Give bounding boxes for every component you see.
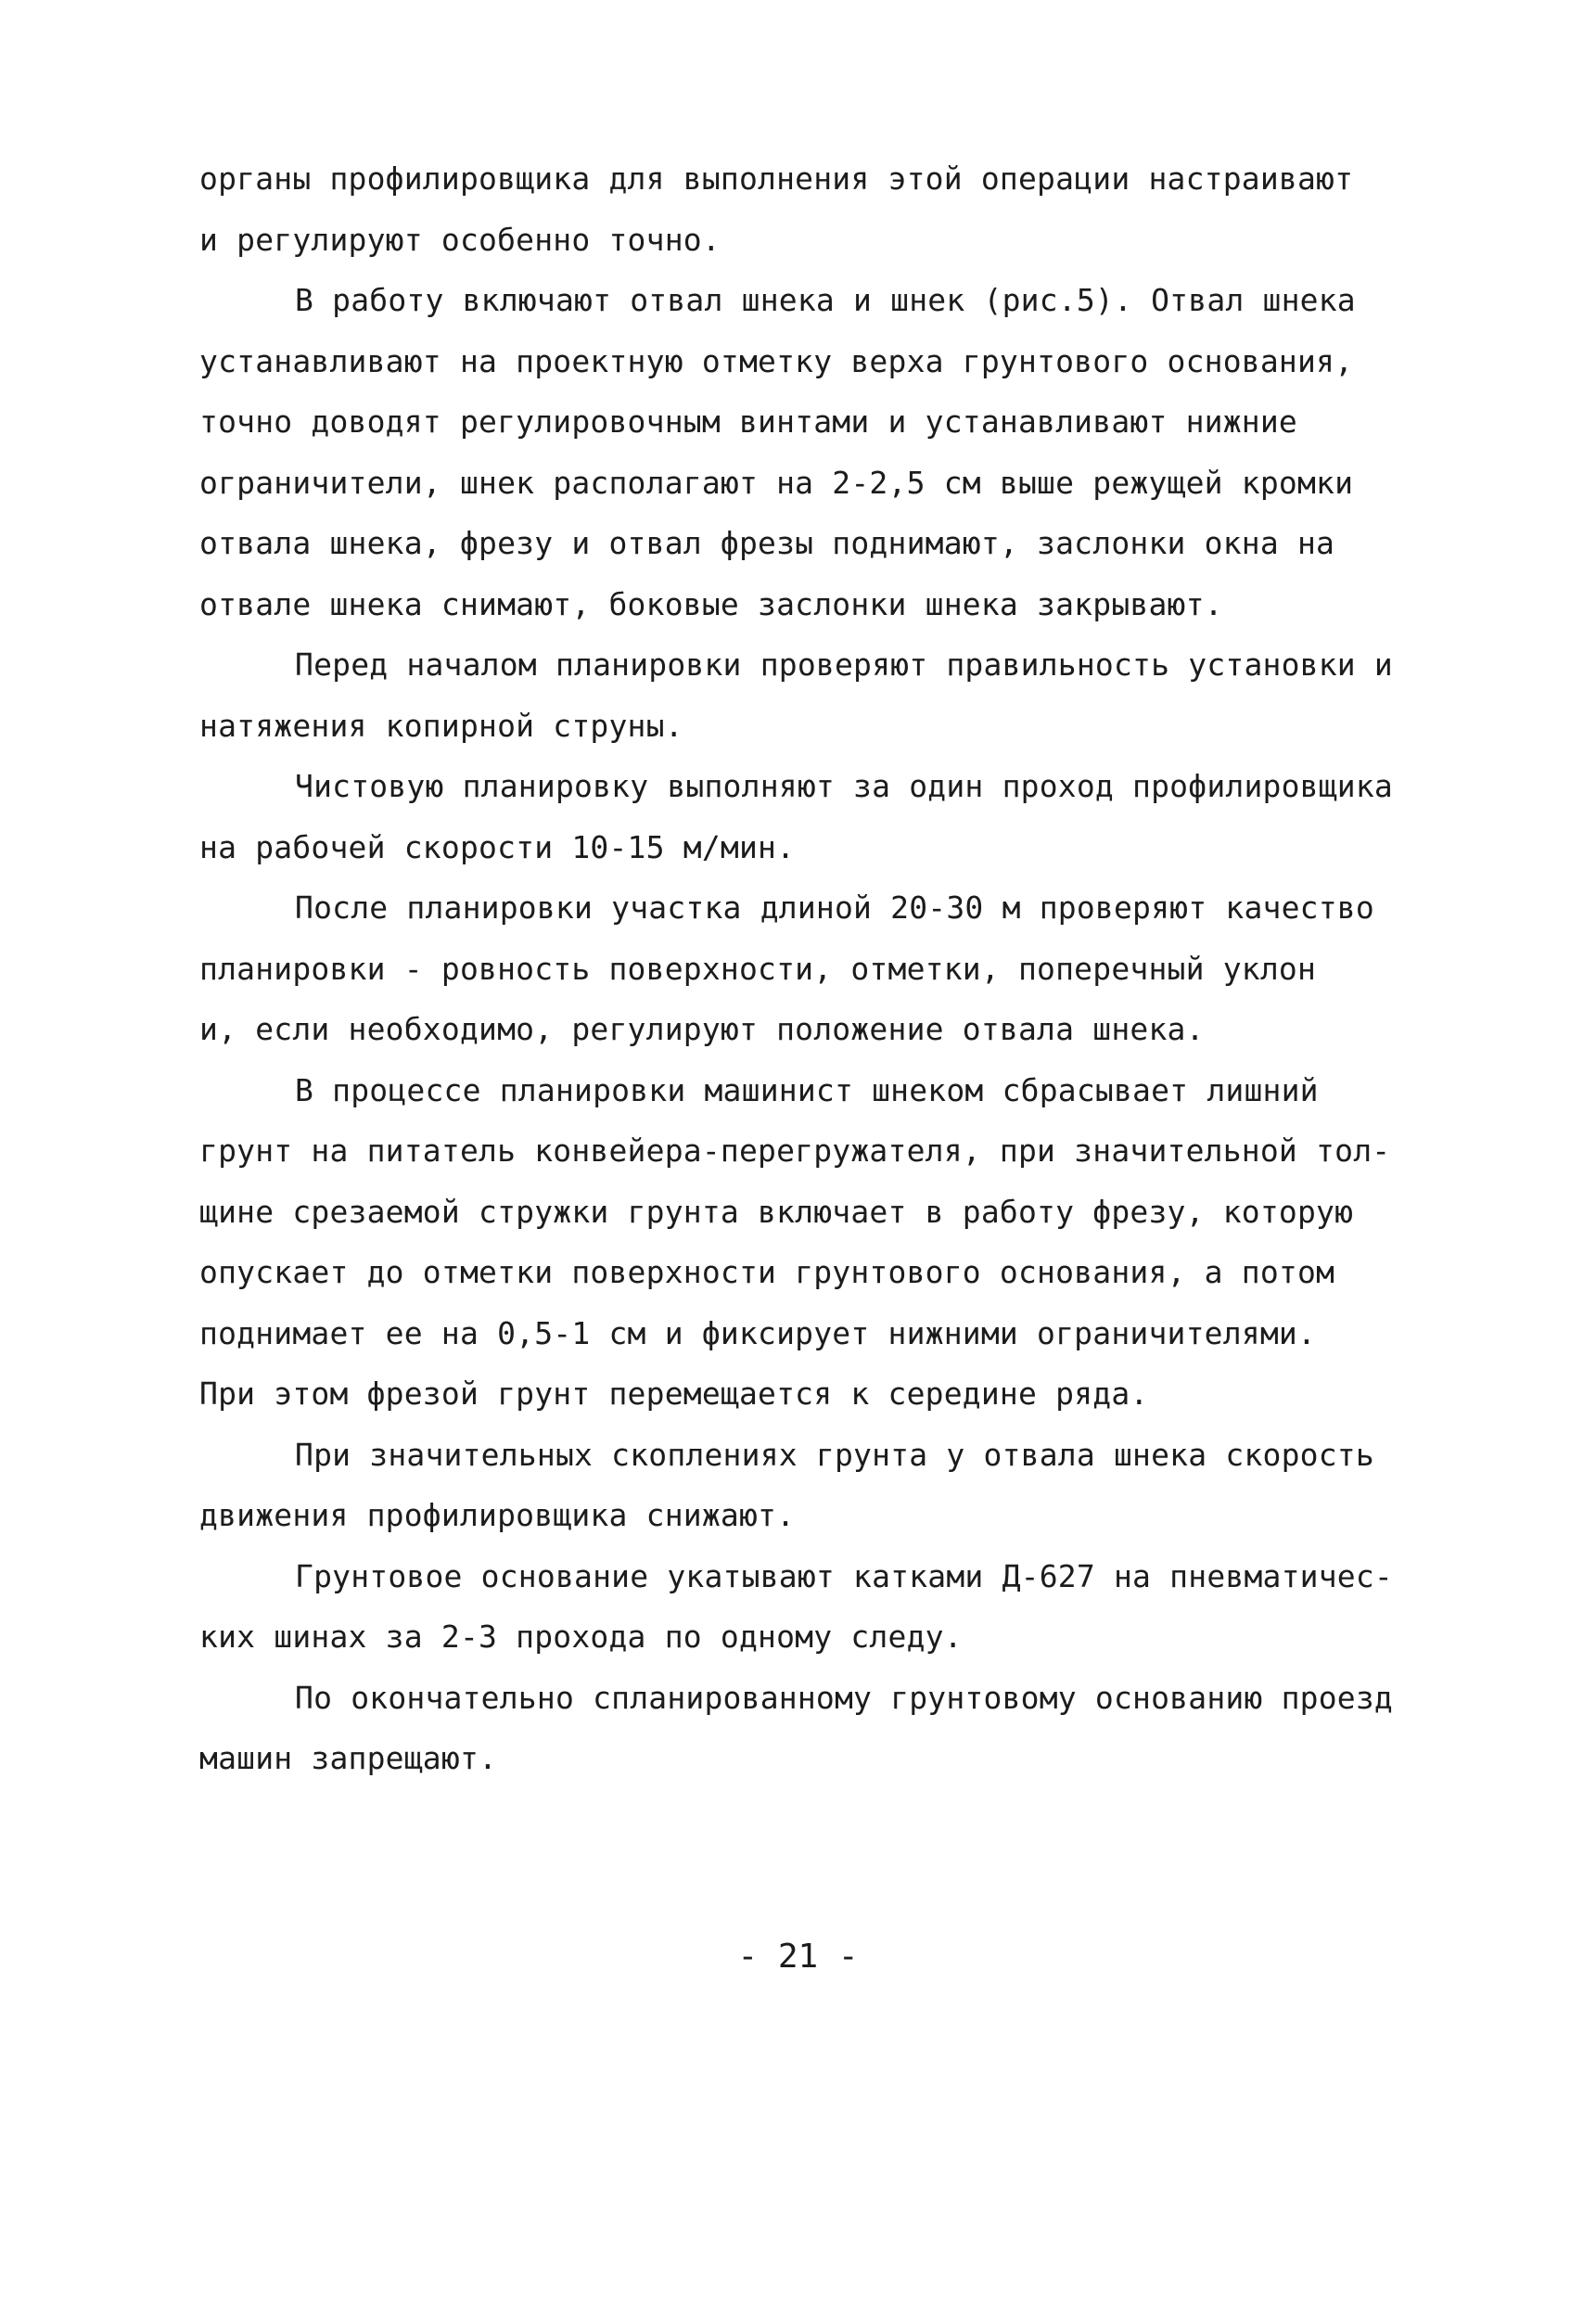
paragraph-8 xyxy=(199,1546,1405,1668)
page-number: - 21 - xyxy=(737,1938,859,1976)
text-line: планировки - ровность поверхности, отметки, поперечный уклон xyxy=(199,950,1317,987)
text-line: натяжения копирной струны. xyxy=(199,707,683,744)
text-line: на рабочей скорости 10-15 м/мин. xyxy=(199,828,796,865)
text-line: отвале шнека снимают, боковые заслонки шнека закрывают. xyxy=(199,585,1223,622)
text-line: Перед началом планировки проверяют правильность установки и xyxy=(295,646,1393,683)
paragraph-3 xyxy=(199,634,1405,756)
paragraph-1 xyxy=(199,148,1405,270)
text-line: устанавливают на проектную отметку верха грунтового основания, xyxy=(199,342,1354,379)
text-line: По окончательно спланированному грунтовому основанию проезд xyxy=(295,1679,1393,1716)
paragraph-5 xyxy=(199,877,1405,1060)
text-line: щине срезаемой стружки грунта включает в работу фрезу, которую xyxy=(199,1193,1354,1230)
paragraph-6 xyxy=(199,1060,1405,1425)
text-line: и регулируют особенно точно. xyxy=(199,221,721,258)
text-line: машин запрещают. xyxy=(199,1740,498,1776)
text-line: ких шинах за 2-3 прохода по одному следу. xyxy=(199,1618,963,1655)
text-line: После планировки участка длиной 20-30 м проверяют качество xyxy=(295,889,1374,926)
paragraph-2 xyxy=(199,270,1405,634)
text-line: ограничители, шнек располагают на 2-2,5 см выше режущей кромки xyxy=(199,464,1354,501)
text-line: При этом фрезой грунт перемещается к середине ряда. xyxy=(199,1375,1149,1412)
body-text xyxy=(199,148,1405,1789)
text-line: В работу включают отвал шнека и шнек (рис.5). Отвал шнека xyxy=(295,282,1356,318)
paragraph-4 xyxy=(199,756,1405,877)
text-line: органы профилировщика для выполнения этой операции настраивают xyxy=(199,160,1354,197)
text-line: При значительных скоплениях грунта у отвала шнека скорость xyxy=(295,1436,1374,1473)
text-line: Грунтовое основание укатывают катками Д-627 на пневматичес- xyxy=(295,1557,1393,1594)
text-line: опускает до отметки поверхности грунтового основания, а потом xyxy=(199,1254,1335,1290)
text-line: В процессе планировки машинист шнеком сбрасывает лишний xyxy=(295,1071,1319,1108)
text-line: отвала шнека, фрезу и отвал фрезы поднимают, заслонки окна на xyxy=(199,525,1335,561)
text-line: Чистовую планировку выполняют за один проход профилировщика xyxy=(295,768,1393,804)
text-line: грунт на питатель конвейера-перегружателя, при значительной тол- xyxy=(199,1132,1391,1169)
paragraph-9 xyxy=(199,1668,1405,1789)
text-line: точно доводят регулировочным винтами и устанавливают нижние xyxy=(199,403,1297,440)
paragraph-7 xyxy=(199,1425,1405,1546)
text-line: поднимает ее на 0,5-1 см и фиксирует нижними ограничителями. xyxy=(199,1314,1317,1351)
text-line: и, если необходимо, регулируют положение отвала шнека. xyxy=(199,1011,1205,1047)
text-line: движения профилировщика снижают. xyxy=(199,1497,796,1533)
